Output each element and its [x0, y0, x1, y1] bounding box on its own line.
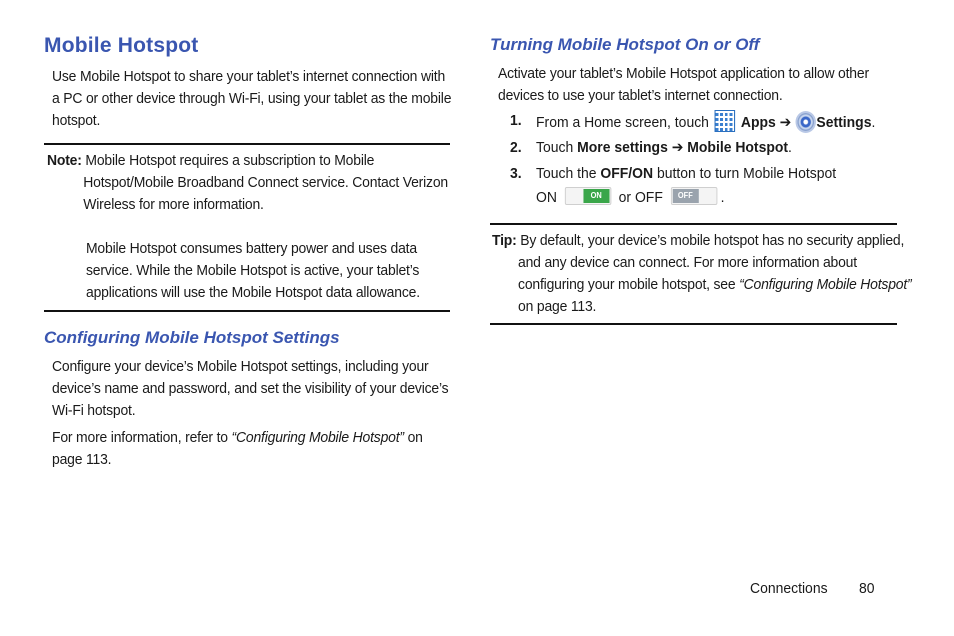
turning-intro: Activate your tablet’s Mobile Hotspot application to allow other devices to use your tablet’s internet connection.: [498, 65, 869, 104]
tip-suffix: on page 113.: [518, 298, 597, 315]
arrow-icon: ➔: [667, 139, 688, 156]
step-1: [510, 110, 901, 132]
tip-bottom-divider: [490, 323, 897, 325]
arrow-icon: ➔: [779, 114, 792, 131]
tip-link[interactable]: “Configuring Mobile Hotspot”: [739, 276, 912, 293]
step-1-text: From a Home screen, touch: [536, 114, 709, 131]
step-2-text: Touch: [536, 139, 578, 156]
reference-paragraph: [52, 427, 454, 471]
step-3-number: 3.: [510, 165, 522, 182]
reference-link[interactable]: “Configuring Mobile Hotspot”: [231, 429, 404, 446]
step-3-text-2: button to turn Mobile Hotspot: [653, 165, 837, 182]
on-text: ON: [536, 189, 557, 206]
toggle-on-label: ON: [583, 189, 609, 203]
section-title-turning: Turning Mobile Hotspot On or Off: [490, 35, 760, 54]
note-top-divider: [44, 143, 450, 145]
section-title-configuring: Configuring Mobile Hotspot Settings: [44, 328, 340, 347]
step-2-number: 2.: [510, 139, 522, 156]
note-text-2: Mobile Hotspot consumes battery power and uses data service. While the Mobile Hotspot is active, your tablet’s applications will use the Mobile Hotspot data allowance.: [86, 240, 420, 301]
tip-block: [492, 230, 924, 318]
note-text-1: Mobile Hotspot requires a subscription to Mobile Hotspot/Mobile Broadband Connect service. Contact Verizon Wireless for more information.: [83, 152, 448, 213]
note-label: Note:: [47, 152, 82, 169]
toggle-on-icon: [565, 187, 612, 205]
mobile-hotspot-label: Mobile Hotspot: [687, 139, 789, 156]
step-3-text: Touch the: [536, 165, 601, 182]
settings-label: Settings: [816, 114, 872, 131]
off-on-label: OFF/ON: [600, 165, 654, 182]
apps-label: Apps: [740, 114, 776, 131]
note-block: [47, 150, 465, 216]
footer-page-number: 80: [859, 580, 875, 597]
step-2-body: [536, 137, 792, 159]
step-3-end: .: [720, 189, 725, 206]
tip-top-divider: [490, 223, 897, 225]
step-2-end: .: [788, 139, 792, 156]
toggle-off-icon: [670, 187, 717, 205]
toggle-off-label: OFF: [672, 189, 698, 203]
apps-grid-icon: [715, 110, 735, 132]
configuring-paragraph: Configure your device’s Mobile Hotspot settings, including your device’s name and password, and set the visibility of your device’s Wi-Fi hotspot.: [52, 358, 449, 419]
reference-suffix: on page 113.: [52, 429, 423, 468]
step-3-line-2: [536, 187, 724, 209]
tip-label: Tip:: [492, 232, 517, 249]
intro-paragraph: Use Mobile Hotspot to share your tablet’s internet connection with a PC or other device through Wi-Fi, using your tablet as the mobile hotspot.: [52, 68, 452, 129]
step-3: [510, 163, 901, 211]
step-3-line-1: [536, 163, 836, 185]
step-1-number: 1.: [510, 112, 522, 129]
step-1-end: .: [871, 114, 876, 131]
or-off-text: or OFF: [618, 189, 663, 206]
page-title: Mobile Hotspot: [44, 34, 199, 57]
note-bottom-divider: [44, 310, 450, 312]
more-settings-label: More settings: [577, 139, 668, 156]
settings-gear-icon: [797, 113, 814, 131]
reference-prefix: For more information, refer to: [52, 429, 232, 446]
step-2: [510, 137, 901, 159]
step-1-body: [536, 110, 875, 134]
footer-section: Connections: [750, 580, 828, 597]
tip-text: By default, your device’s mobile hotspot has no security applied, and any device can connect. For more information about configuring your mobile hotspot, see: [518, 232, 905, 293]
